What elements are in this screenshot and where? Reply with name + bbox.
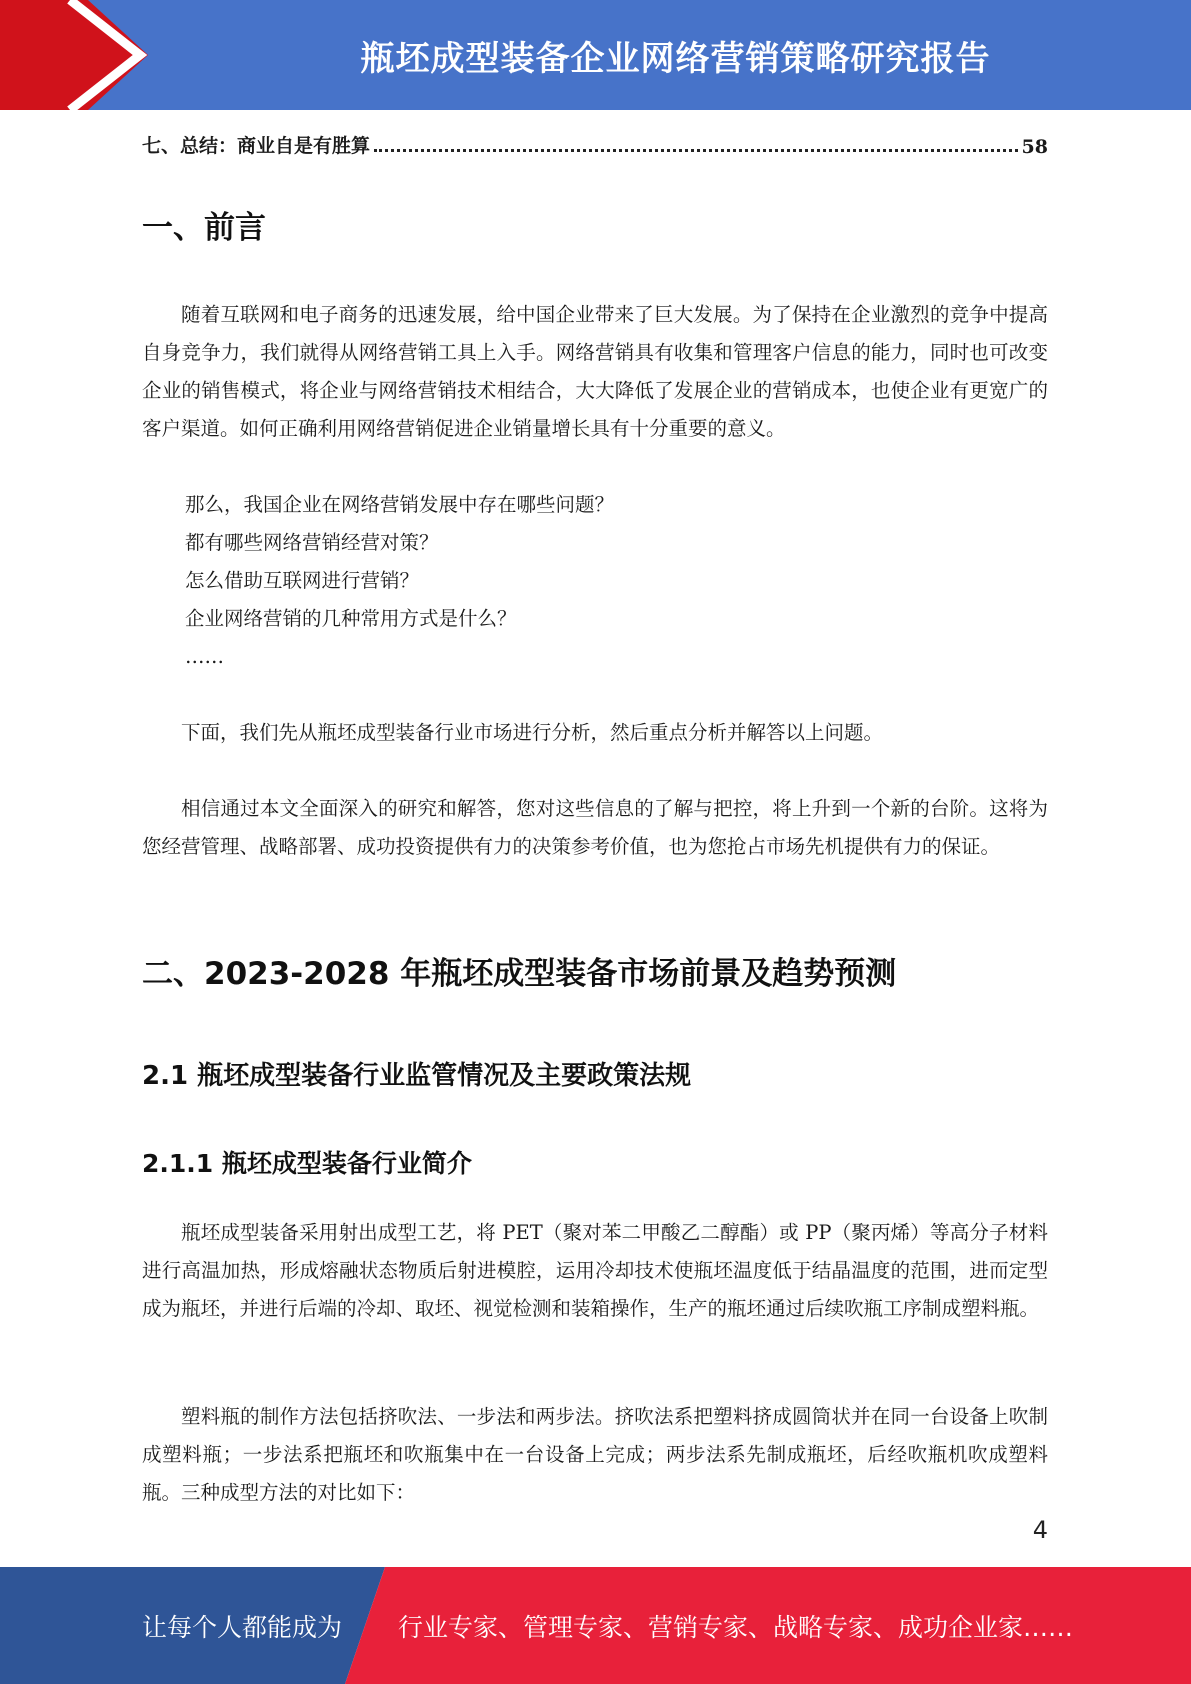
- question-ellipsis: ……: [185, 645, 224, 668]
- header-title: 瓶坯成型装备企业网络营销策略研究报告: [360, 38, 991, 79]
- toc-entry-text: 七、总结：商业自是有胜算: [142, 135, 371, 157]
- page-header: [0, 0, 1191, 110]
- page-number: 4: [1032, 1516, 1048, 1544]
- question-item: 那么，我国企业在网络营销发展中存在哪些问题？: [185, 493, 615, 516]
- toc-leader-dots: [374, 149, 1018, 152]
- footer-slogan-right: 行业专家、管理专家、营销专家、战略专家、成功企业家……: [398, 1612, 1074, 1642]
- industry-paragraph-1: 瓶坯成型装备采用射出成型工艺，将 PET（聚对苯二甲酸乙二醇酯）或 PP（聚丙烯）等高分子材料进行高温加热，形成熔融状态物质后射进模腔，运用冷却技术使瓶坯温度低于结晶温度的范围，进而定型成为瓶坯，并进行后端的冷却、取坯、视觉检测和装箱操作，生产的瓶坯通过后续吹瓶工序制成塑料瓶。: [142, 1221, 1048, 1320]
- page-footer: [0, 1567, 1191, 1684]
- subsection-heading-industry-intro: 2.1.1 瓶坯成型装备行业简介: [142, 1149, 472, 1178]
- section-heading-preface: 一、前言: [142, 210, 266, 246]
- toc-entry[interactable]: [142, 128, 1048, 158]
- question-item: 都有哪些网络营销经营对策？: [185, 531, 439, 554]
- toc-entry-page: 58: [1021, 136, 1048, 158]
- section-heading-market-forecast: 二、2023-2028 年瓶坯成型装备市场前景及趋势预测: [142, 956, 897, 992]
- footer-slogan-left: 让每个人都能成为: [142, 1612, 343, 1642]
- preface-paragraph-3: 相信通过本文全面深入的研究和解答，您对这些信息的了解与把控，将上升到一个新的台阶。这将为您经营管理、战略部署、成功投资提供有力的决策参考价值，也为您抢占市场先机提供有力的保证。: [142, 797, 1048, 858]
- preface-paragraph-1: 随着互联网和电子商务的迅速发展，给中国企业带来了巨大发展。为了保持在企业激烈的竞争中提高自身竞争力，我们就得从网络营销工具上入手。网络营销具有收集和管理客户信息的能力，同时也可改变企业的销售模式，将企业与网络营销技术相结合，大大降低了发展企业的营销成本，也使企业有更宽广的客户渠道。如何正确利用网络营销促进企业销量增长具有十分重要的意义。: [142, 303, 1048, 440]
- industry-paragraph-2: 塑料瓶的制作方法包括挤吹法、一步法和两步法。挤吹法系把塑料挤成圆筒状并在同一台设备上吹制成塑料瓶；一步法系把瓶坯和吹瓶集中在一台设备上完成；两步法系先制成瓶坯，后经吹瓶机吹成塑料瓶。三种成型方法的对比如下：: [142, 1405, 1048, 1504]
- header-arrow-shape: [0, 0, 160, 110]
- question-item: 企业网络营销的几种常用方式是什么？: [185, 607, 517, 630]
- question-item: 怎么借助互联网进行营销？: [185, 569, 420, 592]
- subsection-heading-regulation: 2.1 瓶坯成型装备行业监管情况及主要政策法规: [142, 1061, 692, 1091]
- preface-paragraph-2: 下面，我们先从瓶坯成型装备行业市场进行分析，然后重点分析并解答以上问题。: [181, 721, 884, 744]
